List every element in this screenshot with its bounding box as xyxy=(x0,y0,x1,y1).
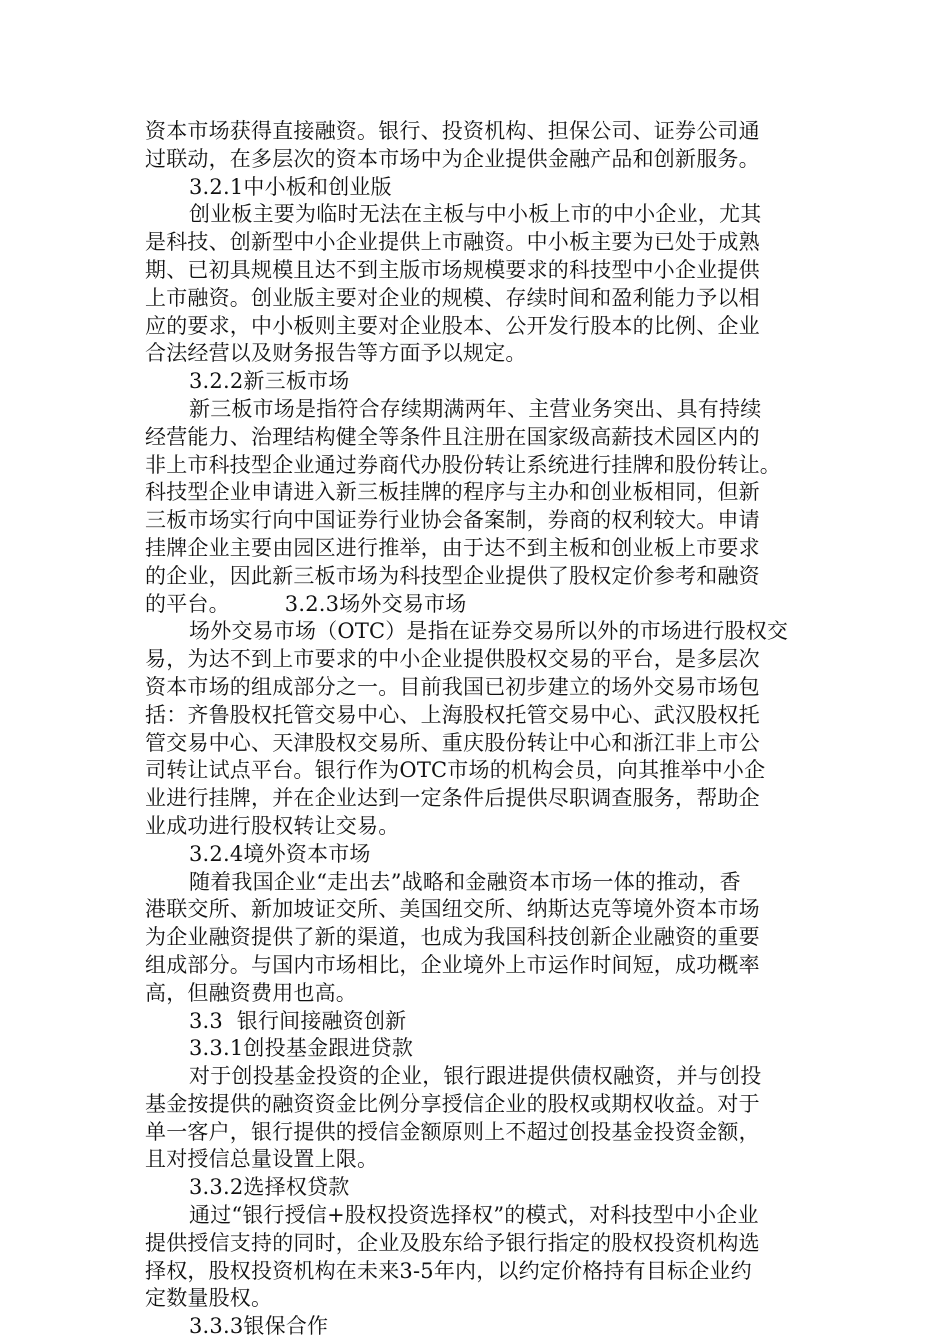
document-body xyxy=(145,118,805,1341)
text-line: 三板市场实行向中国证券行业协会备案制，券商的权利较大。申请 xyxy=(145,508,760,533)
text-line: 3.2.2新三板市场 xyxy=(189,369,350,394)
text-line: 择权，股权投资机构在未来3-5年内，以约定价格持有目标企业约 xyxy=(145,1258,752,1283)
text-line: 的平台。 3.2.3场外交易市场 xyxy=(145,591,467,616)
text-line: 期、已初具规模且达不到主版市场规模要求的科技型中小企业提供 xyxy=(145,257,760,282)
text-line: 业进行挂牌，并在企业达到一定条件后提供尽职调查服务，帮助企 xyxy=(145,786,760,811)
text-line: 港联交所、新加坡证交所、美国纽交所、纳斯达克等境外资本市场 xyxy=(145,897,760,922)
text-line: 单一客户，银行提供的授信金额原则上不超过创投基金投资金额， xyxy=(145,1119,760,1144)
text-line: 为企业融资提供了新的渠道，也成为我国科技创新企业融资的重要 xyxy=(145,925,760,950)
text-line: 对于创投基金投资的企业，银行跟进提供债权融资，并与创投 xyxy=(189,1064,762,1089)
text-line: 3.3.3银保合作 xyxy=(189,1314,329,1339)
text-line: 是科技、创新型中小企业提供上市融资。中小板主要为已处于成熟 xyxy=(145,230,760,255)
text-line: 随着我国企业“走出去”战略和金融资本市场一体的推动，香 xyxy=(189,869,741,894)
text-line: 场外交易市场（OTC）是指在证券交易所以外的市场进行股权交 xyxy=(189,619,789,644)
text-line: 括：齐鲁股权托管交易中心、上海股权托管交易中心、武汉股权托 xyxy=(145,702,760,727)
text-line: 的企业，因此新三板市场为科技型企业提供了股权定价参考和融资 xyxy=(145,563,760,588)
text-line: 非上市科技型企业通过券商代办股份转让系统进行挂牌和股份转让。 xyxy=(145,452,781,477)
text-line: 提供授信支持的同时，企业及股东给予银行指定的股权投资机构选 xyxy=(145,1230,760,1255)
text-line: 3.2.1中小板和创业版 xyxy=(189,174,392,199)
text-line: 易，为达不到上市要求的中小企业提供股权交易的平台，是多层次 xyxy=(145,647,760,672)
text-line: 3.3 银行间接融资创新 xyxy=(189,1008,407,1033)
text-line: 资本市场获得直接融资。银行、投资机构、担保公司、证券公司通 xyxy=(145,119,760,143)
text-line: 高，但融资费用也高。 xyxy=(145,980,357,1005)
text-line: 基金按提供的融资资金比例分享授信企业的股权或期权收益。对于 xyxy=(145,1091,760,1116)
text-line: 3.2.4境外资本市场 xyxy=(189,841,371,866)
text-line: 3.3.2选择权贷款 xyxy=(189,1175,350,1200)
text-line: 经营能力、治理结构健全等条件且注册在国家级高薪技术园区内的 xyxy=(145,424,760,449)
text-line: 通过“银行授信+股权投资选择权”的模式，对科技型中小企业 xyxy=(189,1203,759,1228)
text-line: 司转让试点平台。银行作为OTC市场的机构会员，向其推举中小企 xyxy=(145,758,766,783)
text-line: 应的要求，中小板则主要对企业股本、公开发行股本的比例、企业 xyxy=(145,313,760,338)
text-line: 3.3.1创投基金跟进贷款 xyxy=(189,1036,414,1061)
text-line: 定数量股权。 xyxy=(145,1286,273,1311)
text-line: 组成部分。与国内市场相比，企业境外上市运作时间短，成功概率 xyxy=(145,952,760,977)
text-line: 新三板市场是指符合存续期满两年、主营业务突出、具有持续 xyxy=(189,396,762,421)
text-line: 管交易中心、天津股权交易所、重庆股份转让中心和浙江非上市公 xyxy=(145,730,760,755)
text-line: 科技型企业申请进入新三板挂牌的程序与主办和创业板相同，但新 xyxy=(145,480,760,505)
text-line: 资本市场的组成部分之一。目前我国已初步建立的场外交易市场包 xyxy=(145,674,760,699)
text-line: 创业板主要为临时无法在主板与中小板上市的中小企业，尤其 xyxy=(189,202,762,227)
text-line: 且对授信总量设置上限。 xyxy=(145,1147,379,1172)
text-line: 上市融资。创业版主要对企业的规模、存续时间和盈利能力予以相 xyxy=(145,285,760,310)
text-line: 业成功进行股权转让交易。 xyxy=(145,813,400,838)
text-line: 过联动，在多层次的资本市场中为企业提供金融产品和创新服务。 xyxy=(145,146,760,171)
text-line: 合法经营以及财务报告等方面予以规定。 xyxy=(145,341,527,366)
text-line: 挂牌企业主要由园区进行推举，由于达不到主板和创业板上市要求 xyxy=(145,535,760,560)
